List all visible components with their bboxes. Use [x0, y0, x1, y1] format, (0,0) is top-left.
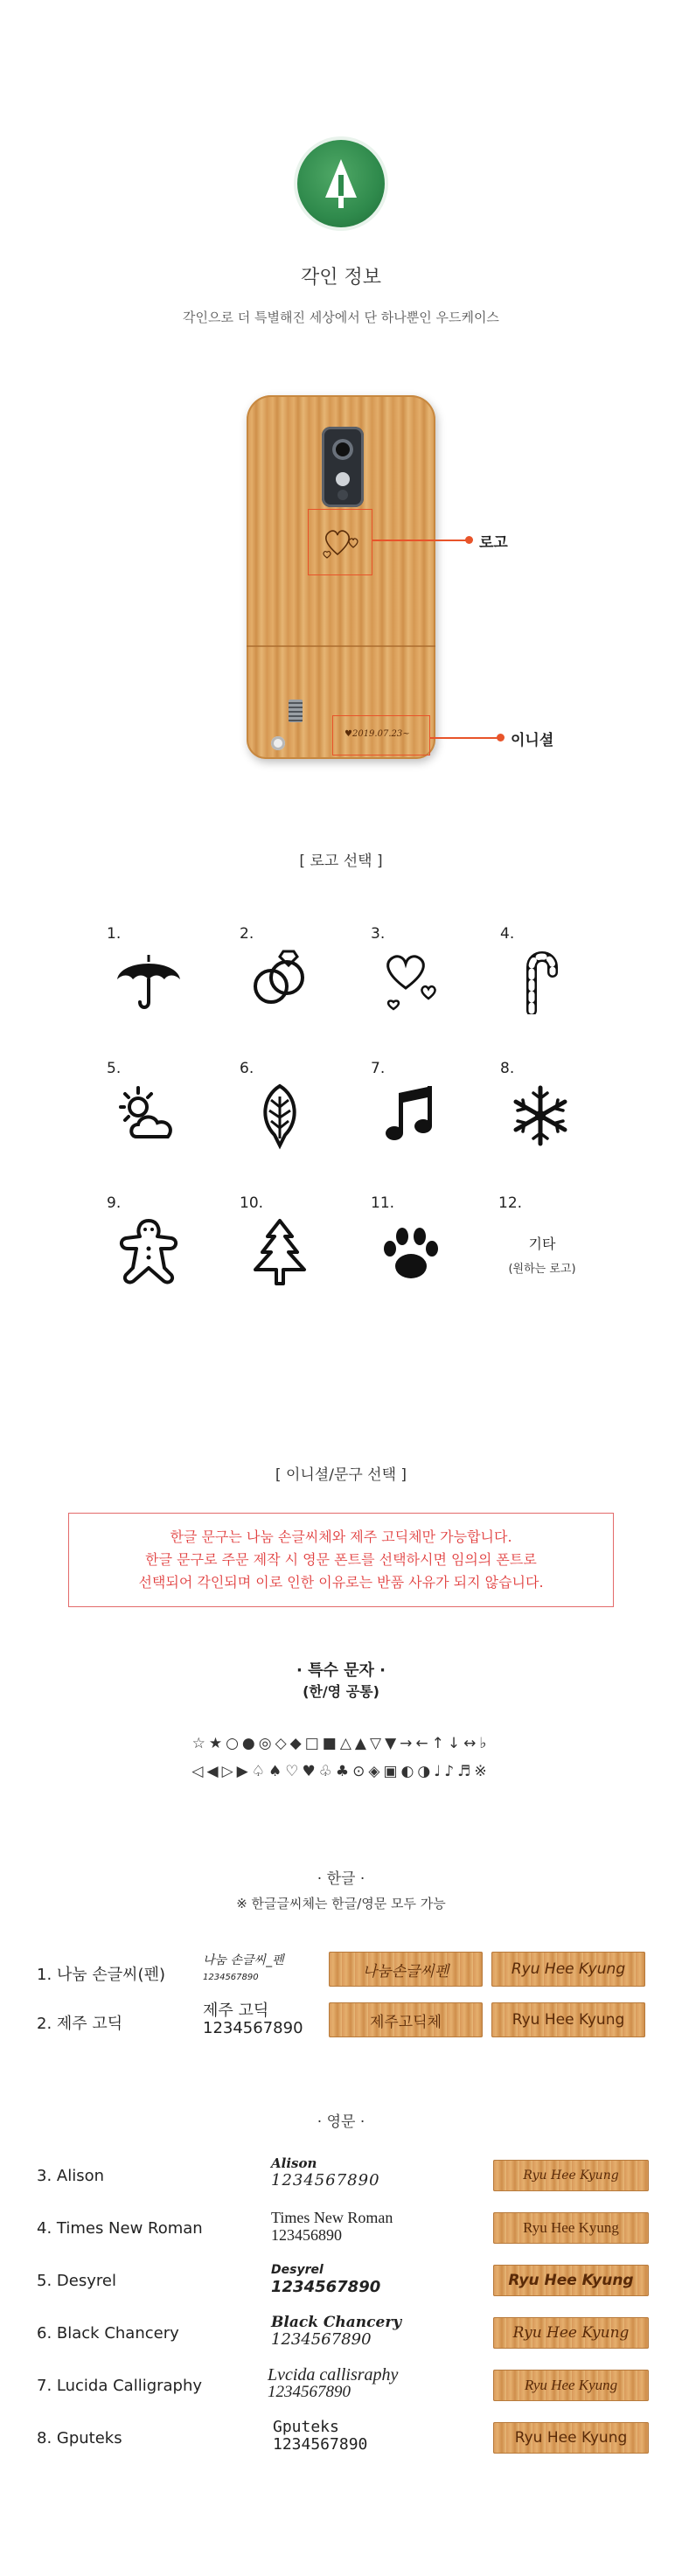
font-sample-digits: 123456890 — [271, 2226, 342, 2244]
logo-item-number: 9. — [107, 1194, 122, 1212]
font-swatch: Ryu Hee Kyung — [491, 2002, 645, 2037]
font-sample — [268, 2366, 398, 2401]
initial-engrave-text: ♥2019.07.23~ — [344, 729, 410, 739]
font-sample — [203, 1952, 284, 1987]
font-sample-word: Desyrel — [271, 2263, 324, 2277]
logo-section-title: [ 로고 선택 ] — [299, 853, 383, 870]
font-sample-word: 나눔 손글씨_펜 — [203, 1953, 284, 1967]
font-name: 1. 나눔 손글씨(펜) — [37, 1966, 165, 1984]
font-sample — [203, 2002, 303, 2037]
font-swatch: Ryu Hee Kyung — [493, 2422, 649, 2454]
sensor-icon — [338, 490, 348, 500]
umbrella-icon[interactable] — [114, 944, 184, 1014]
font-sample-word: 제주 고딕 — [203, 2002, 269, 2020]
tree-icon[interactable] — [245, 1217, 315, 1287]
font-sample — [273, 2419, 367, 2454]
logo-item-number: 4. — [500, 925, 515, 943]
hangul-note: ※ 한글글씨체는 한글/영문 모두 가능 — [236, 1896, 446, 1911]
logo-item-number: 5. — [107, 1060, 122, 1077]
special-chars-subtitle: (한/영 공통) — [303, 1683, 379, 1700]
logo-item-number: 3. — [371, 925, 386, 943]
font-sample — [271, 2209, 393, 2244]
hearts-engrave-icon — [320, 519, 362, 563]
font-swatch: Ryu Hee Kyung — [493, 2370, 649, 2401]
logo-callout-label: 로고 — [479, 534, 508, 552]
candy-cane-icon[interactable] — [505, 944, 575, 1014]
font-sample-digits: 1234567890 — [203, 2019, 303, 2037]
font-name: 8. Gputeks — [37, 2429, 122, 2447]
hangul-title: · 한글 · — [317, 1870, 365, 1888]
stylus-plug — [271, 736, 285, 750]
font-name: 2. 제주 고딕 — [37, 2015, 123, 2033]
special-chars-row: ☆★○●◎◇◆□■△▲▽▼→←↑↓↔♭ — [191, 1735, 491, 1752]
paw-icon[interactable] — [376, 1217, 446, 1287]
logo-item-number: 7. — [371, 1060, 386, 1077]
logo-callout-dot — [465, 536, 473, 544]
logo-item-number: 11. — [371, 1194, 395, 1212]
leaf-icon[interactable] — [245, 1081, 315, 1151]
font-sample-digits: 1234567890 — [268, 2383, 351, 2401]
font-sample-word: Times New Roman — [271, 2209, 393, 2226]
font-sample — [271, 2261, 380, 2296]
font-name: 3. Alison — [37, 2167, 105, 2185]
special-chars-title: · 특수 문자 · — [296, 1661, 386, 1680]
speaker-grille — [289, 700, 303, 722]
page-title: 각인 정보 — [300, 267, 381, 289]
notice-line: 한글 문구는 나눔 손글씨체와 제주 고딕체만 가능합니다. — [170, 1528, 512, 1545]
initial-callout-label: 이니셜 — [511, 732, 554, 749]
english-title: · 영문 · — [317, 2113, 365, 2131]
font-sample-digits: 1234567890 — [203, 1973, 259, 1982]
font-sample-digits: 1234567890 — [271, 2278, 381, 2296]
font-sample-digits: 1234567890 — [273, 2435, 368, 2454]
logo-etc-label[interactable]: 기타 — [528, 1236, 556, 1252]
initial-section-title: [ 이니셜/문구 선택 ] — [275, 1466, 407, 1484]
font-swatch: Ryu Hee Kyung — [493, 2160, 649, 2191]
tree-logo-icon — [322, 157, 360, 210]
font-sample — [271, 2314, 401, 2349]
logo-item-number: 6. — [240, 1060, 254, 1077]
camera-lens-icon — [332, 439, 353, 460]
page-subtitle: 각인으로 더 특별해진 세상에서 단 하나뿐인 우드케이스 — [183, 310, 499, 325]
snowflake-icon[interactable] — [505, 1081, 575, 1151]
music-note-icon[interactable] — [376, 1081, 446, 1151]
case-seam — [247, 645, 435, 647]
gingerbread-icon[interactable] — [114, 1217, 184, 1287]
logo-etc-sub: (원하는 로고) — [508, 1263, 576, 1276]
font-swatch: Ryu Hee Kyung — [491, 1952, 645, 1987]
logo-callout-line — [372, 540, 469, 541]
notice-line: 한글 문구로 주문 제작 시 영문 폰트를 선택하시면 임의의 폰트로 — [145, 1551, 537, 1568]
font-swatch: Ryu Hee Kyung — [493, 2317, 649, 2349]
font-swatch: 나눔손글씨펜 — [329, 1952, 483, 1987]
logo-item-number: 2. — [240, 925, 254, 943]
font-sample — [271, 2155, 380, 2190]
font-swatch: Ryu Hee Kyung — [493, 2212, 649, 2244]
font-sample-word: Black Chancery — [271, 2314, 402, 2331]
hearts-icon[interactable] — [376, 944, 446, 1014]
initial-callout-dot — [497, 734, 505, 741]
rings-icon[interactable] — [245, 944, 315, 1014]
font-sample-word: Gputeks — [273, 2418, 339, 2436]
sun-cloud-icon[interactable] — [114, 1081, 184, 1151]
font-sample-digits: 1234567890 — [271, 2330, 372, 2349]
logo-item-number: 1. — [107, 925, 122, 943]
font-name: 6. Black Chancery — [37, 2324, 179, 2343]
logo-item-number: 8. — [500, 1060, 515, 1077]
notice-box — [68, 1513, 614, 1607]
initial-callout-line — [430, 737, 500, 739]
font-sample-word: Lvcida callisraphy — [268, 2365, 399, 2385]
font-name: 7. Lucida Calligraphy — [37, 2377, 203, 2395]
font-name: 4. Times New Roman — [37, 2219, 203, 2238]
logo-item-number: 10. — [240, 1194, 264, 1212]
font-swatch: 제주고딕체 — [329, 2002, 483, 2037]
font-name: 5. Desyrel — [37, 2272, 116, 2290]
notice-line: 선택되어 각인되며 이로 인한 이유로는 반품 사유가 되지 않습니다. — [138, 1574, 544, 1591]
special-chars-row: ◁◀▷▶♤♠♡♥♧♣⊙◈▣◐◑♩♪♬※ — [191, 1763, 491, 1780]
font-sample-word: Alison — [271, 2155, 317, 2171]
font-sample-digits: 1234567890 — [271, 2171, 380, 2190]
logo-item-number: 12. — [498, 1194, 523, 1212]
flash-icon — [336, 472, 350, 486]
font-swatch: Ryu Hee Kyung — [493, 2265, 649, 2296]
